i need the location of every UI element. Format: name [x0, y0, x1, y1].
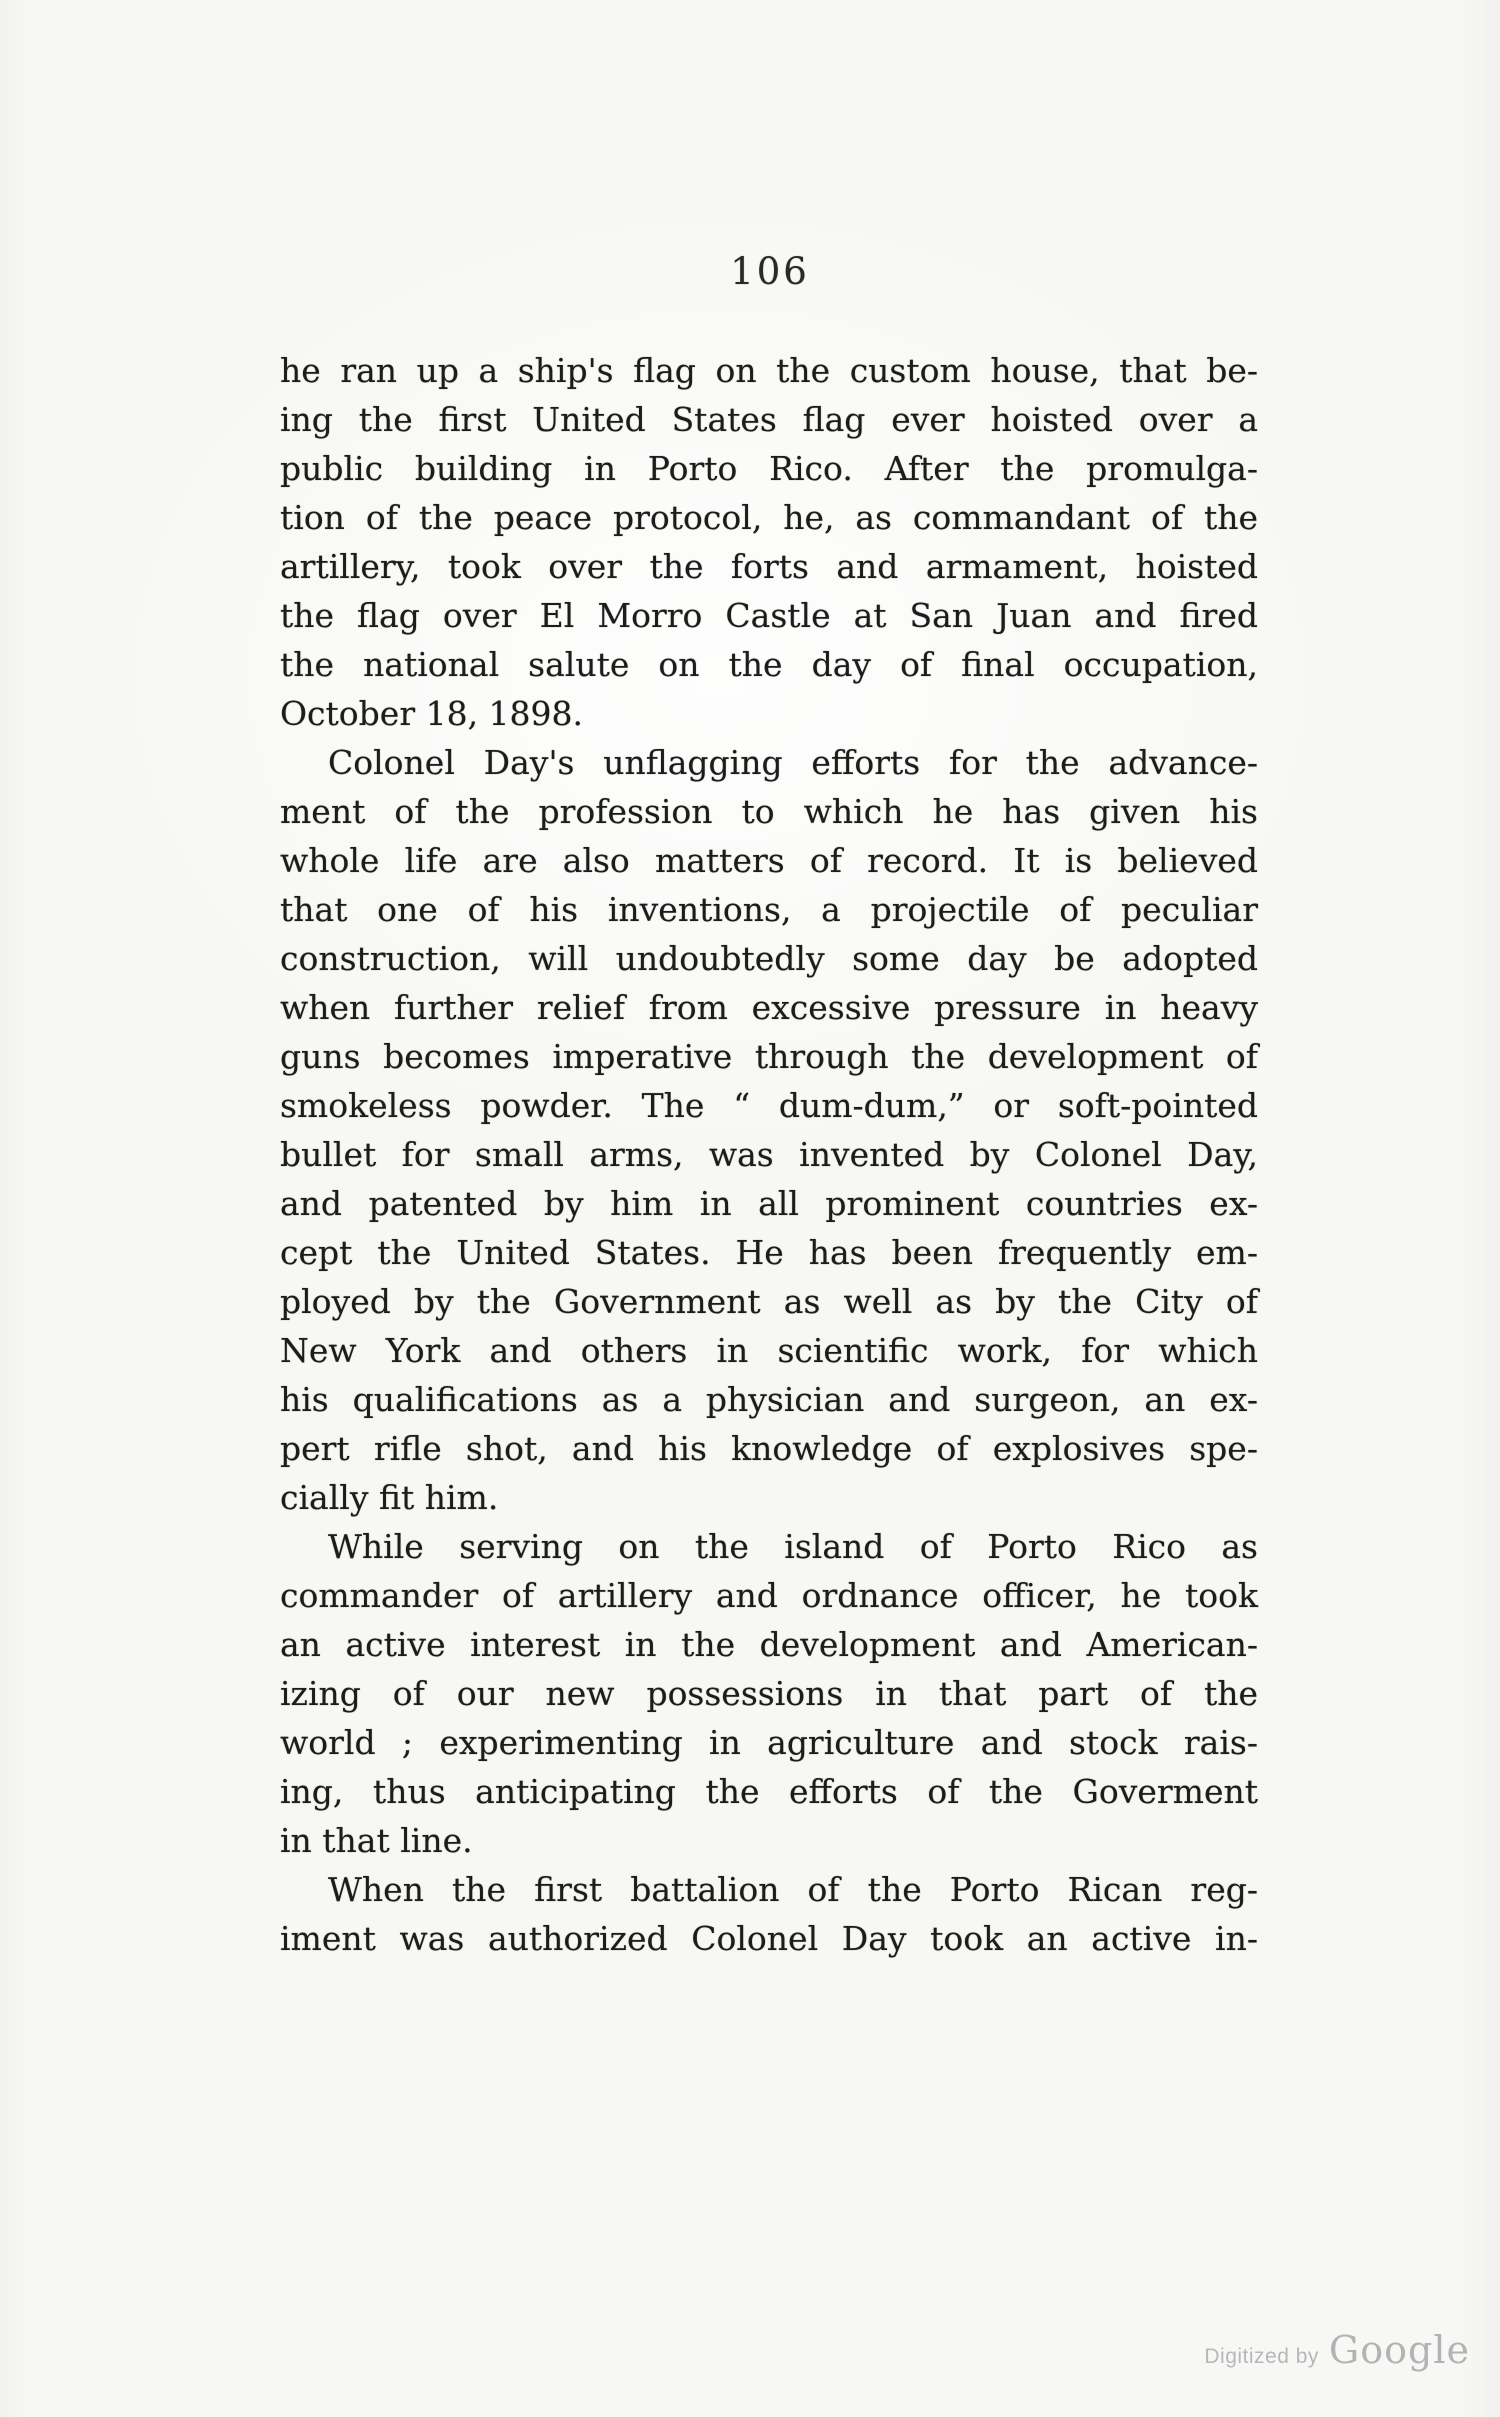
paragraph [280, 346, 1258, 738]
text-line: construction, will undoubtedly some day be adopted [280, 939, 1258, 978]
text-line: cept the United States. He has been frequently em- [280, 1233, 1258, 1272]
paragraph [280, 1865, 1258, 1963]
text-line: ing, thus anticipating the efforts of the Goverment [280, 1772, 1258, 1811]
text-line: October 18, 1898. [280, 694, 584, 733]
text-line: when further relief from excessive pressure in heavy [280, 988, 1258, 1027]
text-line: smokeless powder. The “ dum-dum,” or soft-pointed [280, 1086, 1258, 1125]
text-line: his qualifications as a physician and surgeon, an ex- [280, 1380, 1258, 1419]
text-line: commander of artillery and ordnance officer, he took [280, 1576, 1258, 1615]
text-line: Colonel Day's unflagging efforts for the advance- [328, 743, 1258, 782]
text-line: guns becomes imperative through the development of [280, 1037, 1258, 1076]
page-number: 106 [730, 250, 810, 293]
text-line: izing of our new possessions in that part of the [280, 1674, 1258, 1713]
paragraph [280, 1522, 1258, 1865]
text-line: cially fit him. [280, 1478, 499, 1517]
digitized-by-google-watermark [1204, 2328, 1470, 2372]
text-line: When the first battalion of the Porto Rican reg- [328, 1870, 1258, 1909]
text-line: ment of the profession to which he has given his [280, 792, 1258, 831]
text-line: the flag over El Morro Castle at San Juan and fired [280, 596, 1258, 635]
text-block [280, 346, 1258, 1963]
text-line: pert rifle shot, and his knowledge of explosives spe- [280, 1429, 1258, 1468]
text-line: and patented by him in all prominent countries ex- [280, 1184, 1258, 1223]
text-line: an active interest in the development and American- [280, 1625, 1258, 1664]
google-logo-text: Google [1328, 2328, 1470, 2372]
text-line: whole life are also matters of record. It is believed [280, 841, 1258, 880]
paragraph [280, 738, 1258, 1522]
text-line: iment was authorized Colonel Day took an active in- [280, 1919, 1258, 1958]
text-line: While serving on the island of Porto Rico as [328, 1527, 1258, 1566]
text-line: ployed by the Government as well as by the City of [280, 1282, 1258, 1321]
text-line: public building in Porto Rico. After the promulga- [280, 449, 1258, 488]
text-line: New York and others in scientific work, for which [280, 1331, 1258, 1370]
text-line: artillery, took over the forts and armament, hoisted [280, 547, 1258, 586]
text-line: tion of the peace protocol, he, as commandant of the [280, 498, 1258, 537]
text-line: in that line. [280, 1821, 473, 1860]
text-line: bullet for small arms, was invented by Colonel Day, [280, 1135, 1258, 1174]
text-line: the national salute on the day of final occupation, [280, 645, 1258, 684]
text-line: world ; experimenting in agriculture and stock rais- [280, 1723, 1258, 1762]
text-line: ing the first United States flag ever hoisted over a [280, 400, 1258, 439]
text-line: that one of his inventions, a projectile of peculiar [280, 890, 1258, 929]
text-line: he ran up a ship's flag on the custom house, that be- [280, 351, 1258, 390]
digitized-by-label: Digitized by [1204, 2345, 1319, 2368]
